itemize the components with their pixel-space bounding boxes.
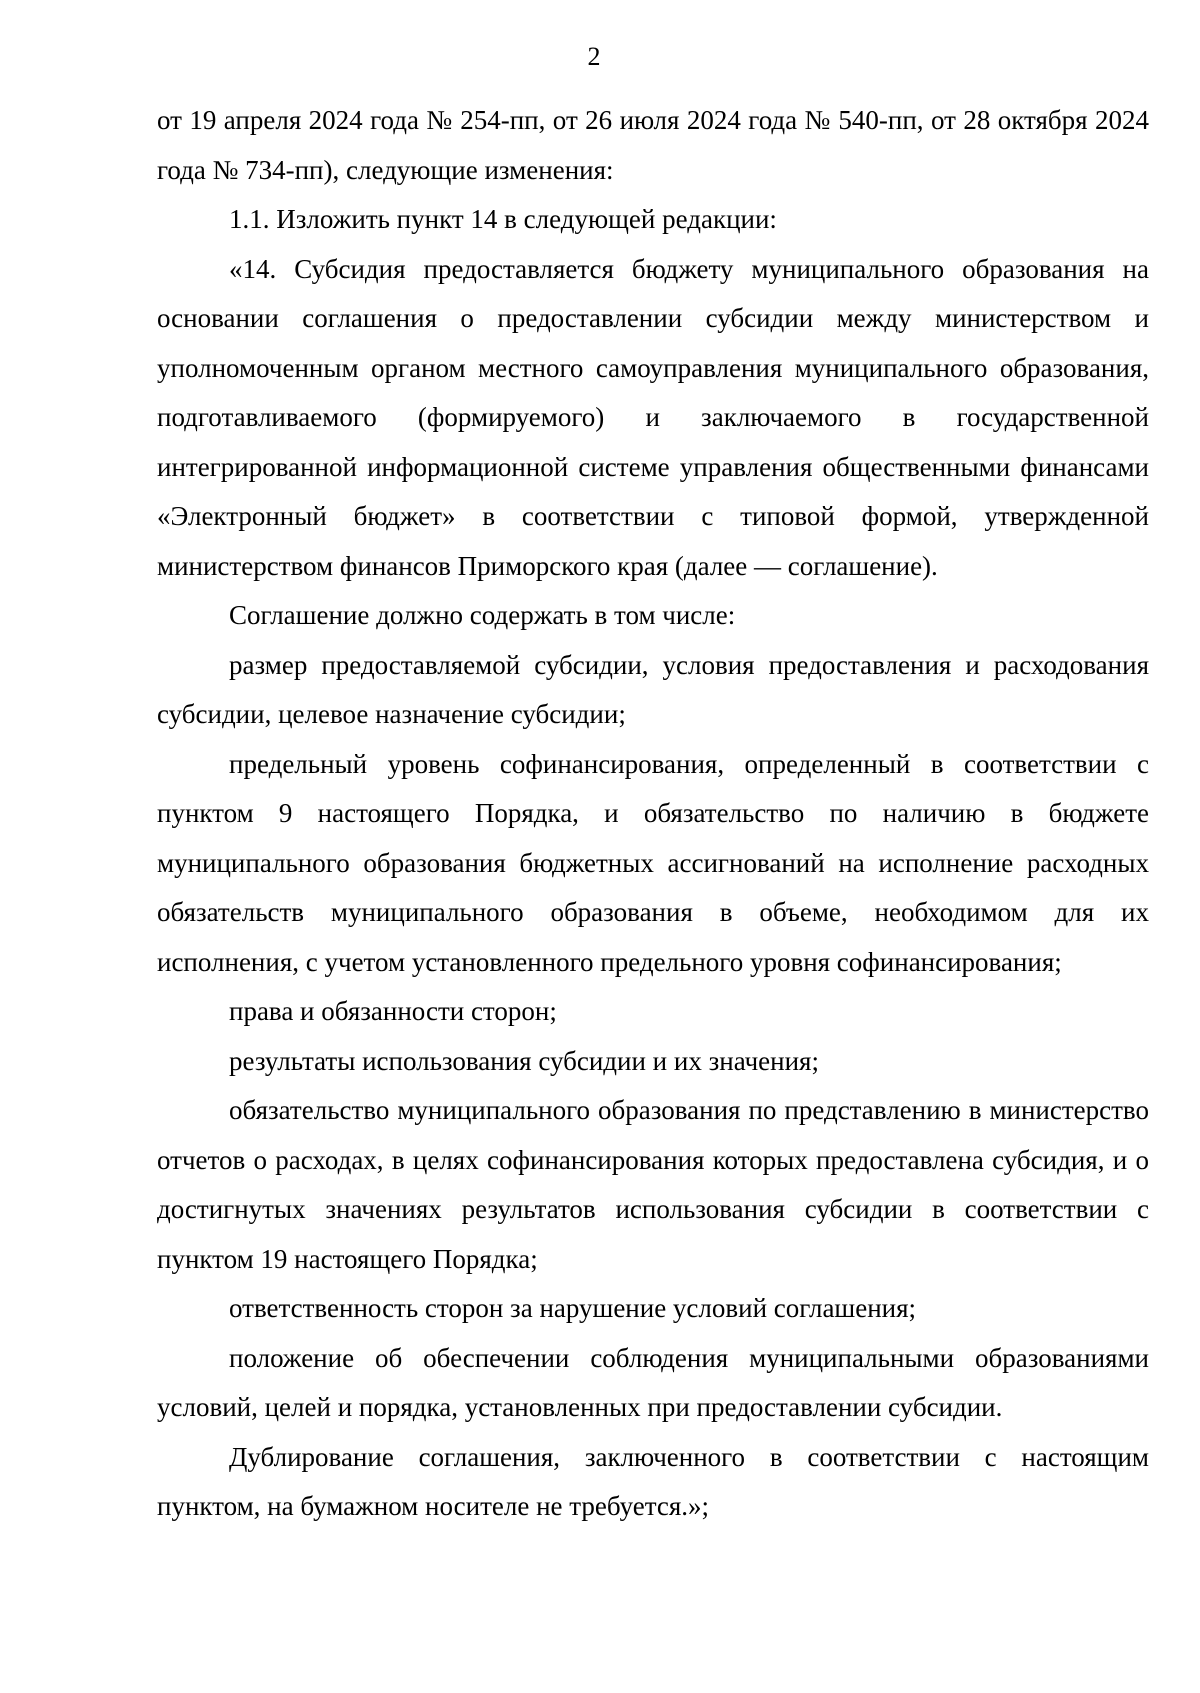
- paragraph-responsibility: ответственность сторон за нарушение условий соглашения;: [229, 1293, 917, 1323]
- paragraph-preamble-continuation: от 19 апреля 2024 года № 254-пп, от 26 июля 2024 года № 540-пп, от 28 октября 2024 года № 734-пп), следующие изменения:: [157, 105, 1149, 185]
- paragraph-amendment-1-1: 1.1. Изложить пункт 14 в следующей редакции:: [229, 204, 777, 234]
- document-body: [157, 96, 1149, 1532]
- paragraph-cofinancing-level: предельный уровень софинансирования, определенный в соответствии с пунктом 9 настоящего Порядка, и обязательство по наличию в бюджете муниципального образования бюджетных ассигнований на исполнение расходных обязательств муниципального образования в объеме, необходимом для их исполнения, с учетом установленного предельного уровня софинансирования;: [157, 748, 1149, 977]
- paragraph-results: результаты использования субсидии и их значения;: [229, 1045, 819, 1076]
- paragraph-subsidy-size: размер предоставляемой субсидии, условия предоставления и расходования субсидии, целевое назначение субсидии;: [157, 649, 1149, 729]
- paragraph-item-14: «14. Субсидия предоставляется бюджету муниципального образования на основании соглашения о предоставлении субсидии между министерством и уполномоченным органом местного самоуправления муниципального образования, подготавливаемого (формируемого) и заключаемого в государственной интегрированной информационной системе управления общественными финансами «Электронный бюджет» в соответствии с типовой формой, утвержденной министерством финансов Приморского края (далее — соглашение).: [157, 253, 1149, 581]
- paragraph-reporting-obligation: обязательство муниципального образования по представлению в министерство отчетов о расходах, в целях софинансирования которых предоставлена субсидия, и о достигнутых значениях результатов использования субсидии в соответствии с пунктом 19 настоящего Порядка;: [157, 1095, 1149, 1274]
- paragraph-no-paper-duplicate: Дублирование соглашения, заключенного в соответствии с настоящим пунктом, на бумажном носителе не требуется.»;: [157, 1441, 1149, 1521]
- paragraph-compliance: положение об обеспечении соблюдения муниципальными образованиями условий, целей и порядка, установленных при предоставлении субсидии.: [157, 1342, 1149, 1422]
- paragraph-rights-duties: права и обязанности сторон;: [229, 996, 557, 1026]
- paragraph-agreement-contents-intro: Соглашение должно содержать в том числе:: [229, 600, 736, 630]
- page-number: 2: [587, 42, 601, 71]
